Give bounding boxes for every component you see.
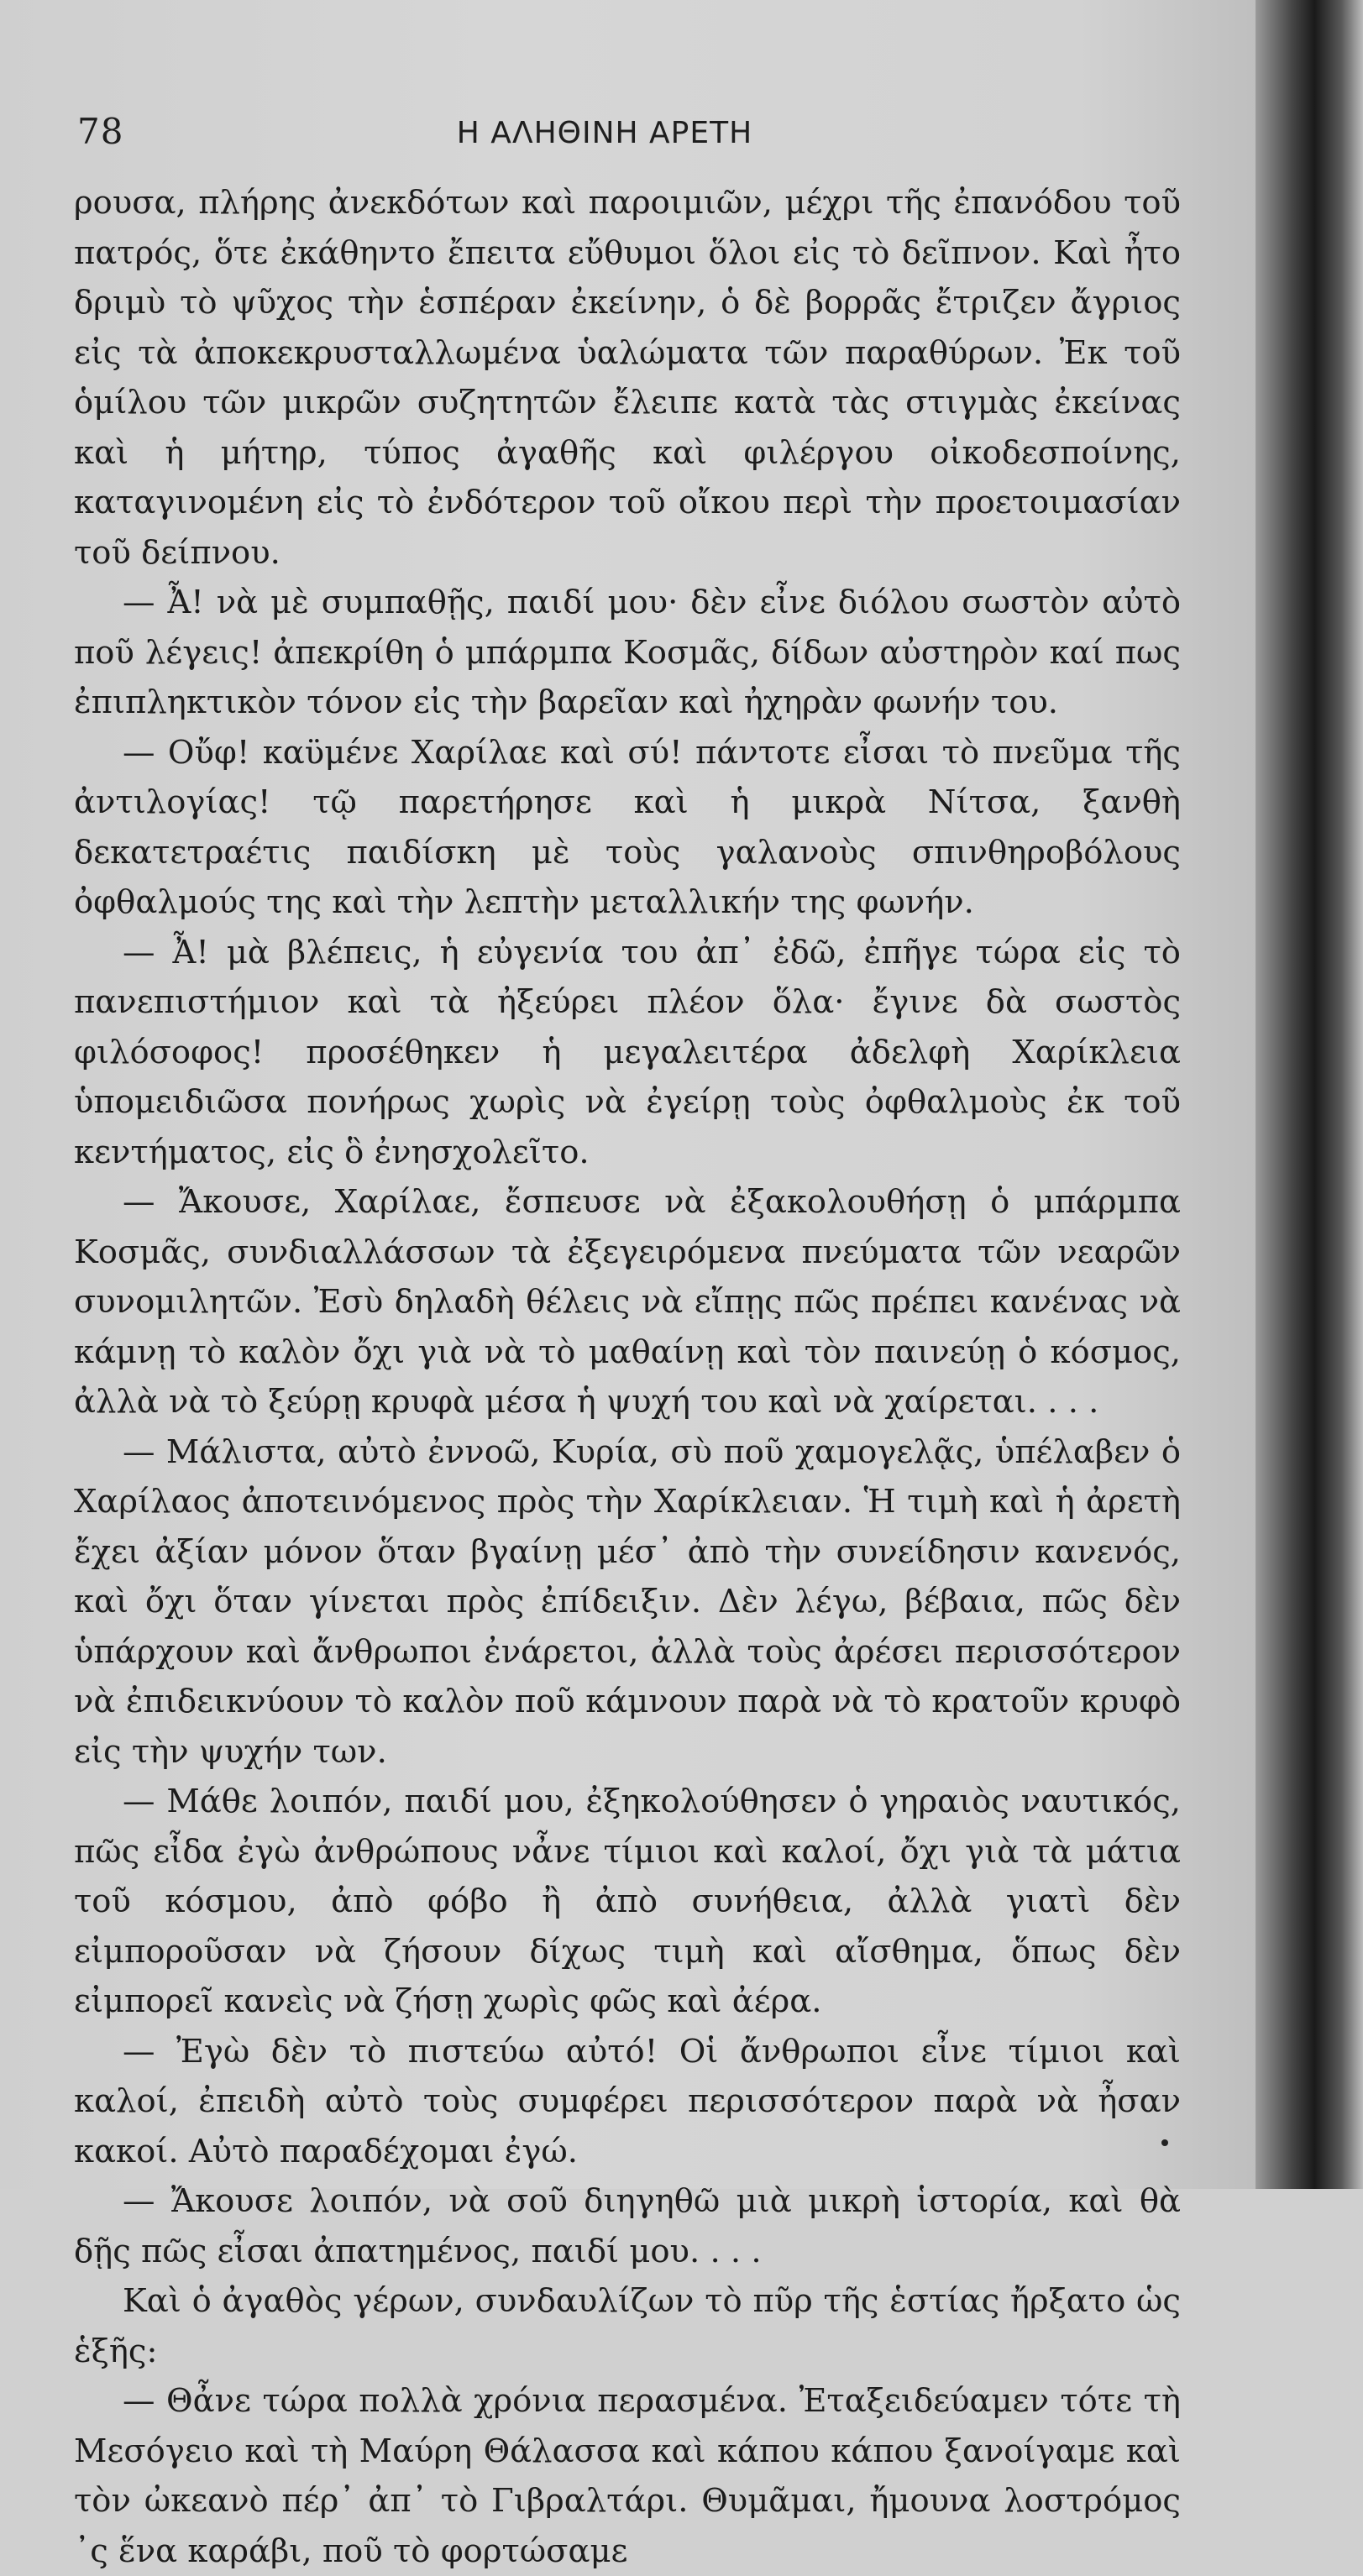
paragraph: — Μάλιστα, αὐτὸ ἐννοῶ, Κυρία, σὺ ποῦ χαμογελᾷς, ὑπέλαβεν ὁ Χαρίλαος ἀποτεινόμενος πρὸς τὴν Χαρίκλειαν. Ἡ τιμὴ καὶ ἡ ἀρετὴ ἔχει ἀξίαν μόνον ὅταν βγαίνῃ μέσ᾽ ἀπὸ τὴν συνείδησιν κανενός, καὶ ὄχι ὅταν γίνεται πρὸς ἐπίδειξιν. Δὲν λέγω, βέβαια, πῶς δὲν ὑπάρχουν καὶ ἄνθρωποι ἐνάρετοι, ἀλλὰ τοὺς ἀρέσει περισσότερον νὰ ἐπιδεικνύουν τὸ καλὸν ποῦ κάμνουν παρὰ νὰ τὸ κρατοῦν κρυφὸ εἰς τὴν ψυχήν των. — [74, 1432, 1181, 1771]
running-head — [0, 101, 1268, 160]
paragraph: — Ἄκουσε λοιπόν, νὰ σοῦ διηγηθῶ μιὰ μικρὴ ἱστορία, καὶ θὰ δῇς πῶς εἶσαι ἀπατημένος, παιδί μου. . . . — [74, 2182, 1181, 2270]
paragraph: — Ἐγὼ δὲν τὸ πιστεύω αὐτό! Οἱ ἄνθρωποι εἶνε τίμιοι καὶ καλοί, ἐπειδὴ αὐτὸ τοὺς συμφέρει περισσότερον παρὰ νὰ ἦσαν κακοί. Αὐτὸ παραδέχομαι ἐγώ. — [74, 2032, 1181, 2170]
paragraph: Καὶ ὁ ἀγαθὸς γέρων, συνδαυλίζων τὸ πῦρ τῆς ἑστίας ἤρξατο ὡς ἑξῆς: — [74, 2282, 1181, 2370]
body-text — [74, 178, 1181, 2576]
book-binding-shadow — [1256, 0, 1363, 2189]
paragraph: — Θἆνε τώρα πολλὰ χρόνια περασμένα. Ἐταξειδεύαμεν τότε τὴ Μεσόγειο καὶ τὴ Μαύρη Θάλασσα καὶ κάπου κάπου ξανοίγαμε καὶ τὸν ὠκεανὸ πέρ᾽ ἀπ᾽ τὸ Γιβραλτάρι. Θυμᾶμαι, ἤμουνα λοστρόμος ᾽ς ἕνα καράβι, ποῦ τὸ φορτώσαμε — [74, 2382, 1181, 2570]
paragraph: — Ἆ! νὰ μὲ συμπαθῇς, παιδί μου· δὲν εἶνε διόλου σωστὸν αὐτὸ ποῦ λέγεις! ἀπεκρίθη ὁ μπάρμπα Κοσμᾶς, δίδων αὐστηρὸν καί πως ἐπιπληκτικὸν τόνον εἰς τὴν βαρεῖαν καὶ ἠχηρὰν φωνήν του. — [74, 584, 1181, 721]
paragraph: — Μάθε λοιπόν, παιδί μου, ἐξηκολούθησεν ὁ γηραιὸς ναυτικός, πῶς εἶδα ἐγὼ ἀνθρώπους νἆνε τίμιοι καὶ καλοί, ὄχι γιὰ τὰ μάτια τοῦ κόσμου, ἀπὸ φόβο ἢ ἀπὸ συνήθεια, ἀλλὰ γιατὶ δὲν εἰμποροῦσαν νὰ ζήσουν δίχως τιμὴ καὶ αἴσθημα, ὅπως δὲν εἰμπορεῖ κανεὶς νὰ ζήσῃ χωρὶς φῶς καὶ ἀέρα. — [74, 1783, 1181, 2020]
paragraph-continuation: ρουσα, πλήρης ἀνεκδότων καὶ παροιμιῶν, μέχρι τῆς ἐπανόδου τοῦ πατρός, ὅτε ἐκάθηντο ἔπειτα εὔθυμοι ὅλοι εἰς τὸ δεῖπνον. Καὶ ἦτο δριμὺ τὸ ψῦχος τὴν ἑσπέραν ἐκείνην, ὁ δὲ βορρᾶς ἔτριζεν ἄγριος εἰς τὰ ἀποκεκρυσταλλωμένα ὑαλώματα τῶν παραθύρων. Ἐκ τοῦ ὁμίλου τῶν μικρῶν συζητητῶν ἔλειπε κατὰ τὰς στιγμὰς ἐκείνας καὶ ἡ μήτηρ, τύπος ἀγαθῆς καὶ φιλέργου οἰκοδεσποίνης, καταγινομένη εἰς τὸ ἐνδότερον τοῦ οἴκου περὶ τὴν προετοιμασίαν τοῦ δείπνου. — [74, 184, 1181, 572]
page-number: 78 — [77, 111, 124, 152]
ink-mark — [1161, 2139, 1168, 2146]
paragraph: — Ἆ! μὰ βλέπεις, ἡ εὐγενία του ἀπ᾽ ἐδῶ, ἐπῆγε τώρα εἰς τὸ πανεπιστήμιον καὶ τὰ ἠξεύρει πλέον ὅλα· ἔγινε δὰ σωστὸς φιλόσοφος! προσέθηκεν ἡ μεγαλειτέρα ἀδελφὴ Χαρίκλεια ὑπομειδιῶσα πονήρως χωρὶς νὰ ἐγείρῃ τοὺς ὀφθαλμοὺς ἐκ τοῦ κεντήματος, εἰς ὃ ἐνησχολεῖτο. — [74, 933, 1181, 1171]
running-title: Η ΑΛΗΘΙΝΗ ΑΡΕΤΗ — [456, 116, 753, 150]
paragraph: — Οὔφ! καϋμένε Χαρίλαε καὶ σύ! πάντοτε εἶσαι τὸ πνεῦμα τῆς ἀντιλογίας! τῷ παρετήρησε καὶ ἡ μικρὰ Νίτσα, ξανθὴ δεκατετραέτις παιδίσκη μὲ τοὺς γαλανοὺς σπινθηροβόλους ὀφθαλμούς της καὶ τὴν λεπτὴν μεταλλικήν της φωνήν. — [74, 733, 1181, 921]
paragraph: — Ἄκουσε, Χαρίλαε, ἔσπευσε νὰ ἐξακολουθήσῃ ὁ μπάρμπα Κοσμᾶς, συνδιαλλάσσων τὰ ἐξεγειρόμενα πνεύματα τῶν νεαρῶν συνομιλητῶν. Ἐσὺ δηλαδὴ θέλεις νὰ εἴπῃς πῶς πρέπει κανένας νὰ κάμνῃ τὸ καλὸν ὄχι γιὰ νὰ τὸ μαθαίνῃ καὶ τὸν παινεύῃ ὁ κόσμος, ἀλλὰ νὰ τὸ ξεύρῃ κρυφὰ μέσα ἡ ψυχή του καὶ νὰ χαίρεται. . . . — [74, 1183, 1181, 1421]
